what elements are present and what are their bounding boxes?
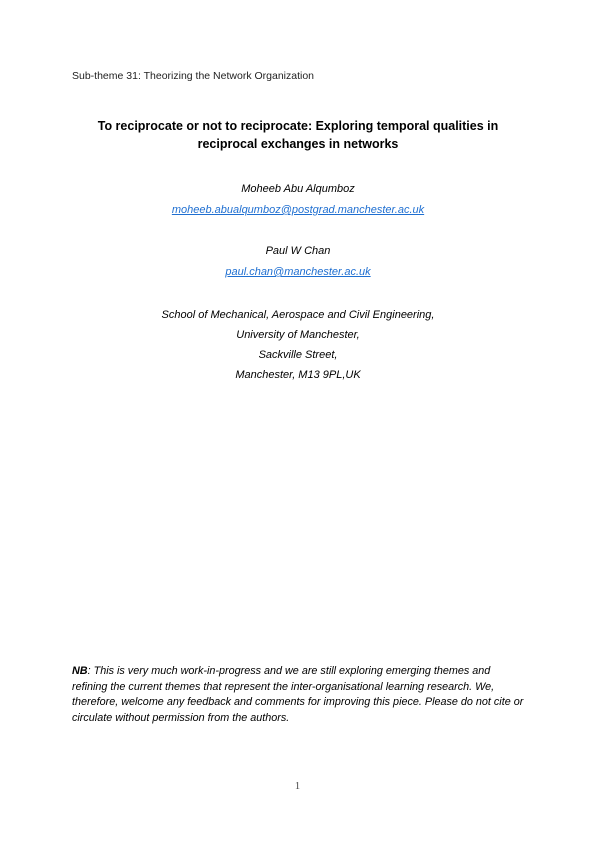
affiliation-line: Manchester, M13 9PL,UK xyxy=(235,369,361,381)
affiliation-line: University of Manchester, xyxy=(236,329,360,341)
work-in-progress-note xyxy=(72,664,527,726)
affiliation-line: School of Mechanical, Aerospace and Civil Engineering, xyxy=(161,309,435,321)
author-block-1 xyxy=(60,181,536,219)
author-email-link[interactable]: paul.chan@manchester.ac.uk xyxy=(225,266,371,278)
page-number: 1 xyxy=(294,781,301,792)
note-label: NB xyxy=(72,665,88,677)
paper-title xyxy=(60,117,536,153)
subtheme-heading: Sub-theme 31: Theorizing the Network Organization xyxy=(72,70,315,82)
paper-title-line-2: reciprocal exchanges in networks xyxy=(197,137,399,151)
paper-title-line-1: To reciprocate or not to reciprocate: Exploring temporal qualities in xyxy=(97,119,499,133)
affiliation-line: Sackville Street, xyxy=(258,349,338,361)
author-name: Moheeb Abu Alqumboz xyxy=(241,183,355,195)
author-name: Paul W Chan xyxy=(265,245,331,257)
affiliation-block xyxy=(60,305,536,385)
author-block-2 xyxy=(60,243,536,281)
author-email-link[interactable]: moheeb.abualqumboz@postgrad.manchester.ac.uk xyxy=(171,204,425,216)
note-text: : This is very much work-in-progress and we are still exploring emerging themes and refining the current themes that represent the inter-organisational learning research. We, therefore, welcome any feedback and comments for improving this piece. Please do not cite or circulate without permission from the authors. xyxy=(72,665,524,724)
